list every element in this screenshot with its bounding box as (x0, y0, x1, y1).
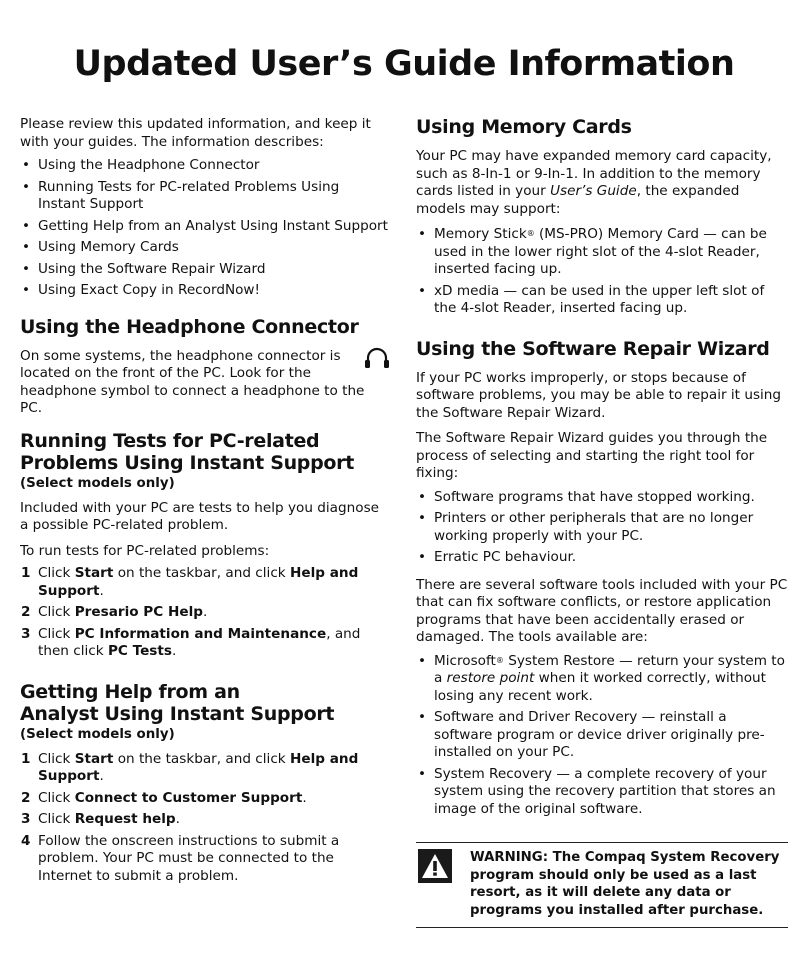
step-item (20, 626, 390, 661)
ui-term: Connect to Customer Support (74, 789, 303, 806)
left-column (20, 116, 390, 889)
step-text: . (99, 582, 104, 599)
intro-list (20, 157, 390, 300)
step-text: , and then click (38, 625, 361, 659)
warning-icon (418, 849, 452, 883)
tests-heading (20, 430, 390, 474)
warning-box (416, 842, 788, 928)
analyst-heading-line1: Getting Help from an (20, 680, 240, 703)
list-text: Microsoft (434, 652, 496, 669)
list-item (416, 226, 788, 279)
warning-text: WARNING: The Compaq System Recovery program should only be used as a last resort, as it will delete any data or programs you installed after purchase. (470, 850, 780, 918)
step-number: 3 (21, 811, 31, 827)
step-number: 4 (21, 832, 31, 849)
step-text: Follow the onscreen instructions to submit a problem. Your PC must be connected to the Internet to submit a problem. (38, 832, 340, 884)
step-number: 2 (21, 789, 31, 806)
ui-term: PC Tests (107, 643, 172, 659)
ui-term: Start (74, 750, 114, 767)
step-text: on the taskbar, and click (113, 750, 290, 767)
step-text: . (99, 768, 104, 784)
tools-list (416, 653, 788, 819)
restore-point-term: restore point (446, 670, 535, 686)
step-item (20, 811, 390, 829)
ui-term: Help and Support (38, 565, 359, 599)
analyst-steps (20, 751, 390, 886)
step-text: Click (38, 750, 75, 767)
analyst-heading-line2: Analyst Using Instant Support (20, 702, 335, 725)
tests-steps (20, 565, 390, 661)
list-text: System Restore — return your system to a (434, 652, 785, 686)
tests-lead: To run tests for PC-related problems: (20, 542, 270, 559)
list-item: • Erratic PC behaviour. (416, 549, 788, 567)
ui-term: Request help (74, 811, 176, 827)
step-text: Click (38, 625, 75, 642)
list-item: • Software programs that have stopped working. (416, 489, 788, 507)
tools-text: There are several software tools included with your PC that can fix software conflicts, or restore application programs that have been accidentally erased or damaged. The tools available are: (416, 576, 788, 645)
step-number: 1 (21, 565, 31, 581)
registered-mark: ® (526, 229, 535, 238)
list-text: Memory Stick (434, 226, 527, 242)
guide-title: User’s Guide (550, 183, 637, 199)
step-text: . (172, 643, 177, 659)
step-number: 1 (21, 750, 31, 767)
registered-mark: ® (495, 655, 504, 665)
memory-text-part: Your PC may have expanded memory card capacity, such as 8-In-1 or 9-In-1. In addition to the memory cards listed in your (416, 148, 772, 199)
step-text: . (302, 789, 307, 806)
step-item (20, 604, 390, 622)
list-item: • Getting Help from an Analyst Using Instant Support (20, 218, 390, 236)
list-item: • System Recovery — a complete recovery of your system using the recovery partition that stores an image of the original software. (416, 766, 788, 819)
list-item: • Using Exact Copy in RecordNow! (20, 282, 390, 300)
step-text: Click (38, 565, 75, 581)
step-text: . (202, 604, 208, 620)
fix-list (416, 489, 788, 567)
list-item (416, 653, 788, 706)
step-text: on the taskbar, and click (113, 565, 290, 581)
list-text: (MS-PRO) Memory Card — can be used in the lower right slot of the 4-slot Reader, inserted facing up. (434, 226, 767, 277)
tests-heading-line1: Running Tests for PC-related (20, 429, 320, 452)
list-item: • Using the Headphone Connector (20, 157, 390, 175)
repair-heading: Using the Software Repair Wizard (416, 337, 770, 360)
repair-intro: If your PC works improperly, or stops because of software problems, you may be able to repair it using the Software Repair Wizard. (416, 369, 782, 421)
step-text: Click (38, 789, 75, 806)
headphone-text: On some systems, the headphone connector is located on the front of the PC. Look for the headphone symbol to connect a headphone to the PC. (20, 347, 365, 416)
page-title: Updated User’s Guide Information (73, 44, 735, 84)
list-item: • Printers or other peripherals that are no longer working properly with your PC. (416, 510, 788, 545)
headphone-icon (362, 346, 392, 370)
repair-guide-text: The Software Repair Wizard guides you through the process of selecting and starting the right tool for fixing: (416, 430, 768, 481)
list-item: • Software and Driver Recovery — reinstall a software program or device driver originally pre-installed on your PC. (416, 709, 788, 762)
memory-text-part: , the expanded models may support: (416, 183, 740, 217)
step-text: Click (38, 604, 75, 620)
step-text: . (175, 811, 180, 827)
tests-note: (Select models only) (20, 475, 175, 491)
list-item: • Running Tests for PC-related Problems Using Instant Support (20, 179, 390, 214)
analyst-heading (20, 681, 390, 725)
list-text: when it worked correctly, without losing any recent work. (434, 670, 766, 704)
intro-text: Please review this updated information, and keep it with your guides. The information describes: (20, 116, 371, 150)
ui-term: Presario PC Help (74, 604, 203, 620)
step-number: 2 (21, 604, 31, 620)
ui-term: Help and Support (38, 750, 359, 784)
memory-heading: Using Memory Cards (416, 116, 632, 138)
step-item (20, 751, 390, 786)
right-column (416, 116, 788, 822)
list-item: • Using Memory Cards (20, 239, 390, 257)
step-text: Click (38, 811, 75, 827)
step-number: 3 (21, 625, 31, 642)
list-item: • Using the Software Repair Wizard (20, 261, 390, 279)
tests-text: Included with your PC are tests to help you diagnose a possible PC-related problem. (20, 499, 380, 533)
ui-term: Start (74, 565, 114, 581)
list-item: • xD media — can be used in the upper left slot of the 4-slot Reader, inserted facing up. (416, 283, 788, 318)
memory-list (416, 226, 788, 318)
step-item (20, 833, 390, 886)
memory-text (416, 148, 788, 218)
headphone-heading: Using the Headphone Connector (20, 315, 359, 338)
ui-term: PC Information and Maintenance (74, 625, 327, 642)
tests-heading-line2: Problems Using Instant Support (20, 451, 355, 474)
step-item (20, 790, 390, 808)
step-item (20, 565, 390, 600)
analyst-note: (Select models only) (20, 726, 175, 742)
